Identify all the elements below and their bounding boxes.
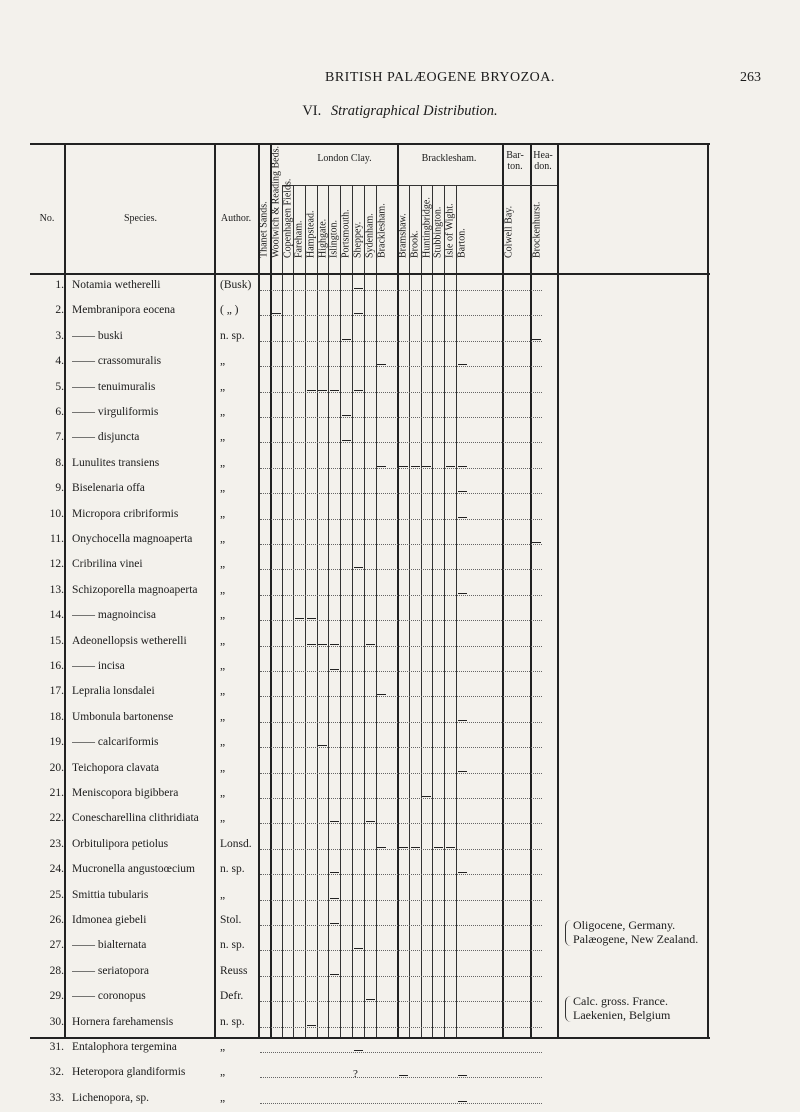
query-mark: ? <box>353 1068 358 1081</box>
locality-label-text: Portsmouth. <box>340 209 352 258</box>
locality-label-text: Sheppey. <box>352 221 364 258</box>
dot-leader <box>260 595 542 596</box>
dot-leader <box>260 646 542 647</box>
occurrence-dash <box>354 948 363 949</box>
dot-leader <box>260 950 542 951</box>
species-name: Heteropora glandiformis <box>72 1066 186 1079</box>
dot-leader <box>260 976 542 977</box>
occurrence-dash <box>458 466 467 467</box>
section-heading: Stratigraphical Distribution. <box>330 103 498 119</box>
locality-label-text: Barton. <box>456 228 468 258</box>
row-number: 23. <box>49 837 64 850</box>
occurrence-dash <box>330 390 339 391</box>
table-row <box>30 1092 710 1112</box>
dot-leader <box>260 315 542 316</box>
remark-brace <box>565 920 572 946</box>
dot-leader <box>260 773 542 774</box>
section-title <box>0 103 800 120</box>
author: Lonsd. <box>220 837 252 850</box>
author: „ <box>220 888 226 901</box>
dot-leader <box>260 620 542 621</box>
occurrence-dash <box>354 288 363 289</box>
author: Defr. <box>220 990 244 1003</box>
locality-label-text: Sydenham. <box>364 213 376 258</box>
locality-label-text: Bramshaw. <box>397 213 409 258</box>
row-number: 19. <box>49 736 64 749</box>
row-number: 12. <box>49 558 64 571</box>
row-number: 16. <box>49 660 64 672</box>
dot-leader <box>260 493 542 494</box>
author: „ <box>220 685 226 698</box>
locality-label-text: Hampstead. <box>305 210 317 258</box>
author: „ <box>220 1091 226 1104</box>
occurrence-dash <box>318 390 327 391</box>
table-row <box>30 609 710 629</box>
species-name: Idmonea giebeli <box>72 914 147 926</box>
occurrence-dash <box>377 847 386 848</box>
row-number: 20. <box>49 761 64 774</box>
occurrence-dash <box>446 847 455 848</box>
author: Stol. <box>220 914 242 926</box>
occurrence-dash <box>458 872 467 873</box>
occurrence-dash <box>354 390 363 391</box>
species-name: —— disjuncta <box>72 431 140 444</box>
species-name: Mucronella angustoœcium <box>72 863 195 876</box>
occurrence-dash <box>330 898 339 899</box>
species-name: Lichenopora, sp. <box>72 1091 149 1104</box>
dot-leader <box>260 544 542 545</box>
header-rule <box>30 273 710 275</box>
locality-label <box>526 161 548 269</box>
occurrence-dash <box>422 796 431 797</box>
occurrence-dash <box>330 669 339 670</box>
author: „ <box>220 482 226 495</box>
occurrence-dash <box>532 339 541 340</box>
row-number: 5. <box>55 380 64 393</box>
row-number: 13. <box>49 583 64 596</box>
occurrence-dash <box>354 313 363 314</box>
occurrence-dash <box>307 644 316 645</box>
occurrence-dash <box>342 339 351 340</box>
table-row <box>30 965 710 985</box>
occurrence-dash <box>458 491 467 492</box>
occurrence-dash <box>458 593 467 594</box>
occurrence-dash <box>411 847 420 848</box>
table-row <box>30 1041 710 1061</box>
occurrence-dash <box>532 542 541 543</box>
dot-leader <box>260 722 542 723</box>
author: „ <box>220 380 226 393</box>
author: „ <box>220 431 226 444</box>
row-number: 9. <box>55 482 64 495</box>
occurrence-dash <box>307 1025 316 1026</box>
table-row <box>30 889 710 909</box>
dot-leader <box>260 341 542 342</box>
occurrence-dash <box>458 1101 467 1102</box>
row-number: 6. <box>55 406 64 418</box>
table-row <box>30 736 710 756</box>
author: „ <box>220 507 226 520</box>
col-header-no: No. <box>39 213 55 224</box>
author: „ <box>220 710 226 723</box>
species-name: —— seriatopora <box>72 964 149 977</box>
species-name: Umbonula bartonense <box>72 710 174 723</box>
species-name: Schizoporella magnoaperta <box>72 583 198 596</box>
table-row <box>30 558 710 578</box>
dot-leader <box>260 849 542 850</box>
species-name: Biselenaria offa <box>72 482 145 495</box>
author: (Busk) <box>220 279 252 291</box>
dot-leader <box>260 569 542 570</box>
species-name: Hornera farehamensis <box>72 1015 174 1028</box>
author: Reuss <box>220 964 248 977</box>
species-name: —— buski <box>72 329 123 342</box>
remark-text: Palæogene, New Zealand. <box>573 932 699 946</box>
locality-label-text: Stubbington. <box>432 206 444 258</box>
species-name: Conescharellina clithridiata <box>72 812 199 825</box>
species-name: Orbitulipora petiolus <box>72 837 169 850</box>
species-name: Membranipora eocena <box>72 304 176 317</box>
locality-label-text: Brockenhurst. <box>531 201 542 258</box>
species-name: —— tenuimuralis <box>72 380 156 393</box>
species-name: —— coronopus <box>72 990 146 1003</box>
species-name: Notamia wetherelli <box>72 279 161 291</box>
table-row <box>30 863 710 883</box>
author: „ <box>220 812 226 825</box>
group-barton: Bar-ton. <box>506 150 524 172</box>
species-name: —— incisa <box>72 660 125 672</box>
dot-leader <box>260 925 542 926</box>
table-row <box>30 508 710 528</box>
occurrence-dash <box>366 644 375 645</box>
row-number: 22. <box>49 812 64 825</box>
table-row <box>30 406 710 426</box>
species-name: Lepralia lonsdalei <box>72 685 155 698</box>
occurrence-dash <box>366 821 375 822</box>
table-row <box>30 762 710 782</box>
table-row <box>30 635 710 655</box>
occurrence-dash <box>377 364 386 365</box>
species-name: Entalophora tergemina <box>72 1041 177 1053</box>
species-name: Onychocella magnoaperta <box>72 533 193 545</box>
occurrence-dash <box>330 923 339 924</box>
table-row <box>30 787 710 807</box>
table-row <box>30 685 710 705</box>
author: „ <box>220 456 226 469</box>
table-row <box>30 279 710 299</box>
occurrence-dash <box>366 999 375 1000</box>
author: „ <box>220 533 226 545</box>
row-number: 10. <box>49 507 64 520</box>
locality-label-text: Isle of Wight. <box>444 203 456 258</box>
species-name: Adeonellopsis wetherelli <box>72 634 187 647</box>
dot-leader <box>260 696 542 697</box>
table-row <box>30 482 710 502</box>
species-name: —— crassomuralis <box>72 355 162 368</box>
section-number: VI. <box>302 103 322 119</box>
species-name: Micropora cribriformis <box>72 507 179 520</box>
occurrence-dash <box>330 872 339 873</box>
locality-label-text: Fareham. <box>293 220 305 258</box>
dot-leader <box>260 1001 542 1002</box>
dot-leader <box>260 900 542 901</box>
remark-text: Calc. gross. France. <box>573 994 668 1009</box>
occurrence-dash <box>342 440 351 441</box>
species-name: Smittia tubularis <box>72 888 149 901</box>
locality-label <box>451 161 473 269</box>
row-number: 14. <box>49 609 64 622</box>
dot-leader <box>260 874 542 875</box>
dot-leader <box>260 519 542 520</box>
dot-leader <box>260 1052 542 1053</box>
dot-leader <box>260 671 542 672</box>
occurrence-dash <box>399 466 408 467</box>
row-number: 15. <box>49 634 64 647</box>
distribution-table <box>30 143 710 1104</box>
occurrence-dash <box>295 618 304 619</box>
occurrence-dash <box>458 771 467 772</box>
row-number: 31. <box>49 1041 64 1053</box>
page-number: 263 <box>740 70 761 85</box>
author: „ <box>220 736 226 749</box>
occurrence-dash <box>377 466 386 467</box>
locality-label <box>371 161 393 269</box>
author: „ <box>220 558 226 571</box>
author: „ <box>220 406 226 418</box>
row-number: 29. <box>49 990 64 1003</box>
table-row <box>30 355 710 375</box>
table-row <box>30 431 710 451</box>
occurrence-dash <box>307 618 316 619</box>
dot-leader <box>260 366 542 367</box>
author: „ <box>220 761 226 774</box>
author: „ <box>220 355 226 368</box>
table-row <box>30 330 710 350</box>
table-row <box>30 584 710 604</box>
occurrence-dash <box>318 644 327 645</box>
row-number: 27. <box>49 939 64 952</box>
row-number: 30. <box>49 1015 64 1028</box>
locality-label-text: Copenhagen Fields. <box>282 178 293 258</box>
table-row <box>30 838 710 858</box>
locality-label-text: Colwell Bay. <box>503 205 515 258</box>
occurrence-dash <box>354 1050 363 1051</box>
dot-leader <box>260 1027 542 1028</box>
locality-label-text: Woolwich & Reading Beds. <box>270 146 282 258</box>
author: n. sp. <box>220 329 245 342</box>
locality-label-text: Highgate. <box>317 218 328 258</box>
author: „ <box>220 609 226 622</box>
species-name: Teichopora clavata <box>72 761 159 774</box>
row-number: 11. <box>50 533 64 545</box>
species-name: —— calcariformis <box>72 736 159 749</box>
author: ( „ ) <box>220 304 239 317</box>
row-number: 3. <box>55 329 64 342</box>
dot-leader <box>260 392 542 393</box>
locality-label-text: Bracklesham. <box>376 203 387 258</box>
dot-leader <box>260 747 542 748</box>
occurrence-dash <box>399 847 408 848</box>
group-bracklesham: Bracklesham. <box>421 153 477 164</box>
locality-label-text: Brook. <box>409 230 421 258</box>
occurrence-dash <box>307 390 316 391</box>
author: n. sp. <box>220 863 245 876</box>
dot-leader <box>260 798 542 799</box>
occurrence-dash <box>446 466 455 467</box>
author: „ <box>220 634 226 647</box>
row-number: 4. <box>55 355 64 368</box>
occurrence-dash <box>434 847 443 848</box>
occurrence-dash <box>342 415 351 416</box>
row-number: 18. <box>49 710 64 723</box>
table-row <box>30 812 710 832</box>
row-number: 32. <box>49 1066 64 1079</box>
species-name: —— magnoincisa <box>72 609 156 622</box>
dot-leader <box>260 823 542 824</box>
author: „ <box>220 1041 226 1053</box>
row-number: 33. <box>49 1091 64 1104</box>
row-number: 28. <box>49 964 64 977</box>
species-name: Meniscopora bigibbera <box>72 787 179 799</box>
species-name: —— bialternata <box>72 939 147 952</box>
col-header-author: Author. <box>220 213 252 224</box>
row-number: 2. <box>55 304 64 317</box>
remark-text: Laekenien, Belgium <box>573 1008 671 1023</box>
locality-label-text: Thanet Sands. <box>258 201 270 258</box>
dot-leader <box>260 290 542 291</box>
group-headon: Hea-don. <box>533 150 553 172</box>
occurrence-dash <box>399 1075 408 1076</box>
remark-text: Oligocene, Germany. <box>573 918 676 932</box>
dot-leader <box>260 468 542 469</box>
row-number: 7. <box>55 431 64 444</box>
occurrence-dash <box>354 567 363 568</box>
occurrence-dash <box>458 517 467 518</box>
locality-label-text: Islington. <box>328 219 340 258</box>
occurrence-dash <box>330 821 339 822</box>
author: n. sp. <box>220 939 245 952</box>
table-row <box>30 1066 710 1086</box>
occurrence-dash <box>458 364 467 365</box>
row-number: 24. <box>49 863 64 876</box>
occurrence-dash <box>330 644 339 645</box>
occurrence-dash <box>411 466 420 467</box>
row-number: 17. <box>49 685 64 698</box>
dot-leader <box>260 417 542 418</box>
row-number: 25. <box>49 888 64 901</box>
group-london-clay: London Clay. <box>317 153 372 164</box>
table-row <box>30 457 710 477</box>
locality-label-text: Huntingbridge. <box>421 197 432 258</box>
table-row <box>30 533 710 553</box>
occurrence-dash <box>272 313 281 314</box>
row-number: 26. <box>49 914 64 926</box>
author: „ <box>220 583 226 596</box>
author: n. sp. <box>220 1015 245 1028</box>
dot-leader <box>260 1077 542 1078</box>
author: „ <box>220 1066 226 1079</box>
occurrence-dash <box>330 974 339 975</box>
table-row <box>30 711 710 731</box>
row-number: 8. <box>55 456 64 469</box>
species-name: Lunulites transiens <box>72 456 160 469</box>
col-header-species: Species. <box>123 213 158 224</box>
occurrence-dash <box>377 694 386 695</box>
row-number: 1. <box>55 279 64 291</box>
occurrence-dash <box>458 720 467 721</box>
author: „ <box>220 660 226 672</box>
running-title: BRITISH PALÆOGENE BRYOZOA. <box>325 70 555 85</box>
occurrence-dash <box>422 466 431 467</box>
locality-label <box>498 161 520 269</box>
table-row <box>30 660 710 680</box>
table-row <box>30 304 710 324</box>
occurrence-dash <box>318 745 327 746</box>
species-name: —— virguliformis <box>72 406 159 418</box>
author: „ <box>220 787 226 799</box>
species-name: Cribrilina vinei <box>72 558 143 571</box>
occurrence-dash <box>458 1075 467 1076</box>
table-row <box>30 381 710 401</box>
remark-brace <box>565 996 572 1022</box>
row-number: 21. <box>49 787 64 799</box>
dot-leader <box>260 442 542 443</box>
running-header <box>0 70 800 90</box>
dot-leader <box>260 1103 542 1104</box>
